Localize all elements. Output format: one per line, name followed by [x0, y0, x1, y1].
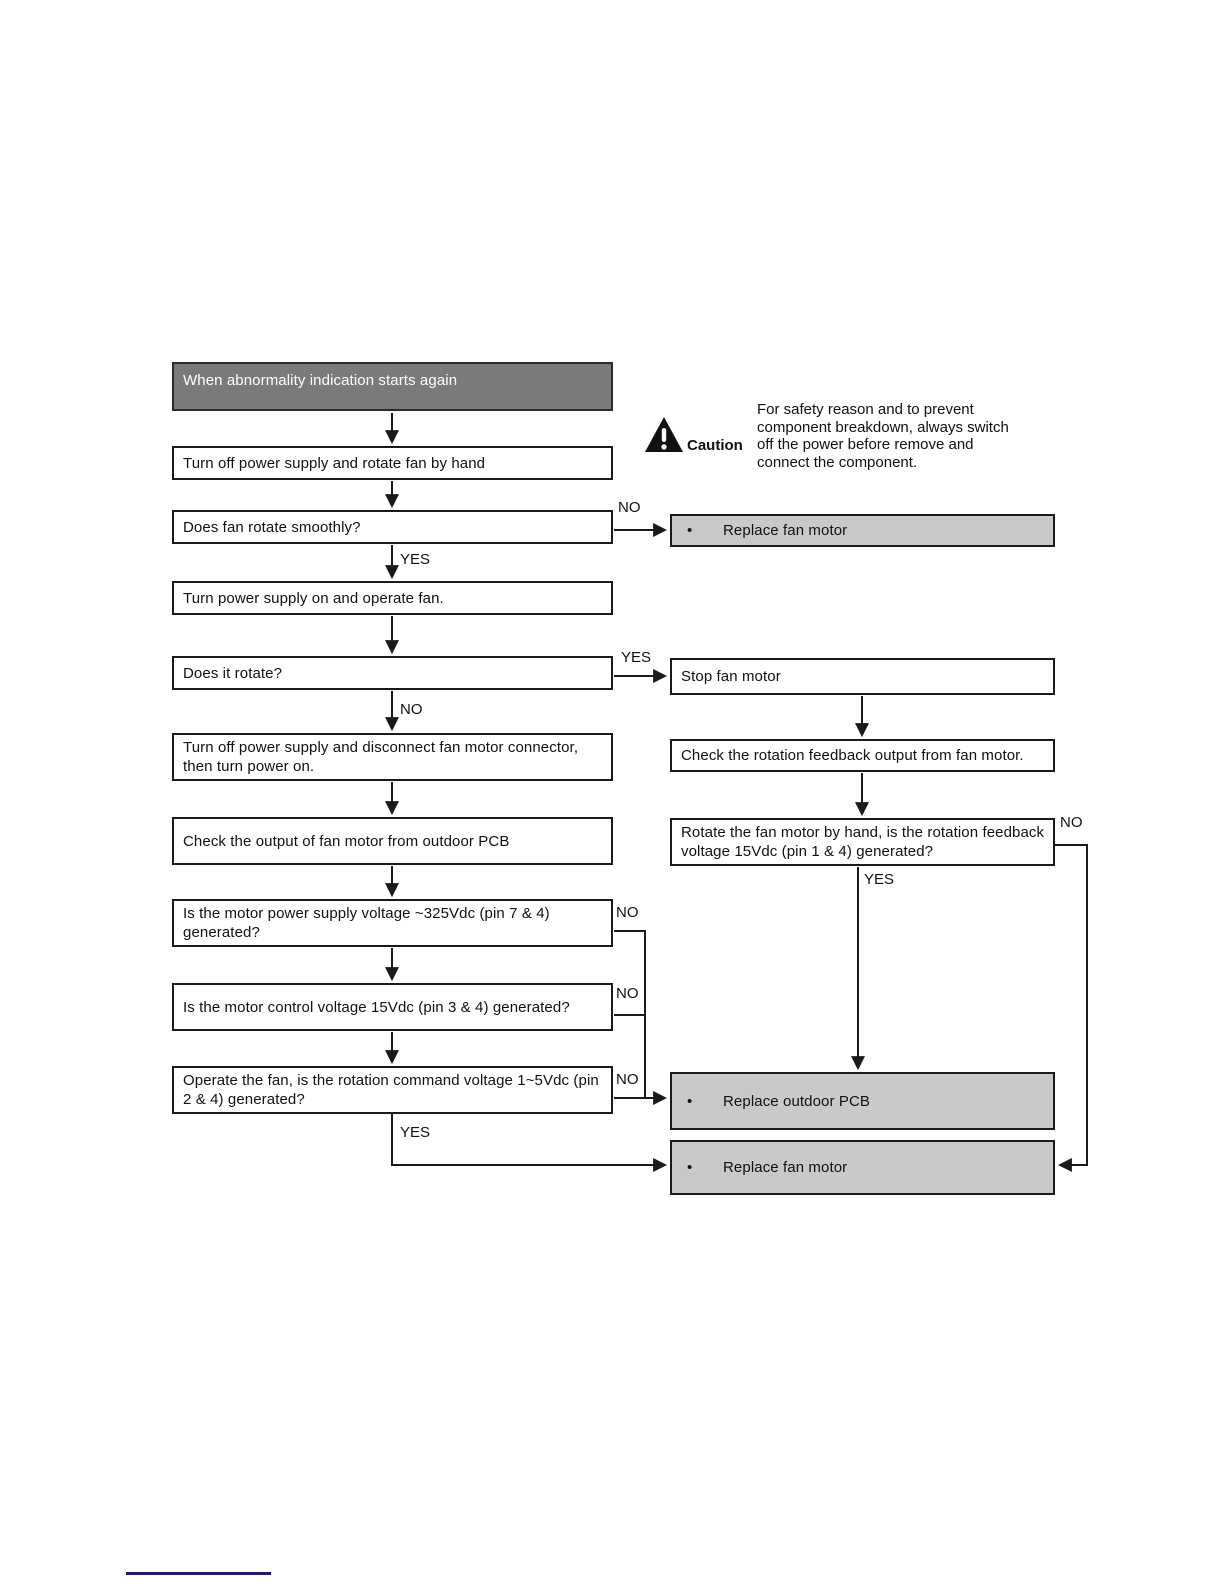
node-text: Turn off power supply and rotate fan by hand	[183, 454, 486, 472]
node-text: Replace outdoor PCB	[723, 1092, 870, 1110]
caution-text: For safety reason and to prevent component breakdown, always switch off the power before remove and connect the component.	[757, 401, 1009, 471]
flow-node-check-feedback	[670, 739, 1055, 772]
node-text: Rotate the fan motor by hand, is the rotation feedback voltage 15Vdc (pin 1 & 4) generated?	[681, 824, 1045, 860]
flow-node-control-voltage	[172, 983, 613, 1031]
edge-label-yes-rotate-smoothly: YES	[400, 551, 431, 568]
node-text: Stop fan motor	[681, 668, 781, 685]
node-text: Check the output of fan motor from outdoor PCB	[183, 832, 510, 850]
node-text: Does it rotate?	[183, 664, 283, 682]
edge-label-no-power-supply-voltage: NO	[616, 904, 639, 921]
flow-node-replace-outdoor-pcb	[670, 1072, 1055, 1130]
flow-node-rotate-smoothly	[172, 510, 613, 544]
edge-label-yes-rotate-by-hand: YES	[864, 871, 895, 888]
edge-label-yes-does-it-rotate: YES	[621, 649, 652, 666]
flow-node-does-it-rotate	[172, 656, 613, 690]
flow-node-turn-off-rotate	[172, 446, 613, 480]
flow-node-power-on-operate	[172, 581, 613, 615]
flow-node-check-output-pcb	[172, 817, 613, 865]
node-text: Replace fan motor	[723, 1159, 848, 1176]
bullet-icon: •	[687, 1159, 693, 1176]
flow-node-rotation-command	[172, 1066, 613, 1114]
node-text: Check the rotation feedback output from fan motor.	[681, 747, 1024, 764]
node-text: Does fan rotate smoothly?	[183, 518, 361, 536]
flow-node-disconnect-connector	[172, 733, 613, 781]
edge-label-no-rotate-by-hand: NO	[1060, 814, 1083, 831]
caution-label: Caution	[687, 437, 743, 454]
flow-node-power-supply-voltage	[172, 899, 613, 947]
node-text: Replace fan motor	[723, 522, 848, 539]
node-text: Turn off power supply and disconnect fan motor connector, then turn power on.	[183, 739, 579, 775]
node-text: Operate the fan, is the rotation command voltage 1~5Vdc (pin 2 & 4) generated?	[183, 1072, 599, 1108]
node-text: Is the motor power supply voltage ~325Vdc (pin 7 & 4) generated?	[183, 905, 550, 941]
node-text: When abnormality indication starts again	[183, 372, 458, 389]
edge-label-no-does-it-rotate: NO	[400, 701, 423, 718]
footer-rule	[126, 1572, 271, 1575]
edge-label-no-control-voltage: NO	[616, 985, 639, 1002]
warning-triangle-icon	[644, 416, 684, 454]
flow-node-stop-fan-motor	[670, 658, 1055, 695]
bullet-icon: •	[687, 522, 693, 539]
flow-node-rotate-by-hand	[670, 818, 1055, 866]
flow-node-start	[172, 362, 613, 411]
node-text: Turn power supply on and operate fan.	[183, 589, 444, 607]
flow-node-replace-fan-motor-2	[670, 1140, 1055, 1195]
edge-label-no-rotation-command: NO	[616, 1071, 639, 1088]
edge-label-yes-rotation-command: YES	[400, 1124, 431, 1141]
bullet-icon: •	[687, 1092, 693, 1110]
node-text: Is the motor control voltage 15Vdc (pin 3 & 4) generated?	[183, 998, 570, 1016]
edge-label-no-rotate-smoothly: NO	[618, 499, 641, 516]
flow-node-replace-fan-motor-1	[670, 514, 1055, 547]
